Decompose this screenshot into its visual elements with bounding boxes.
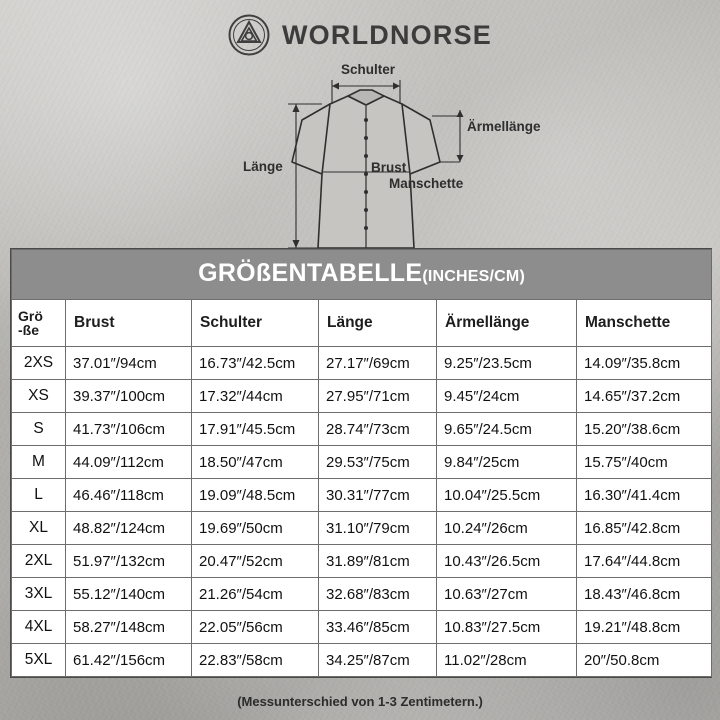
cell-chest: 51.97″/132cm [66,545,192,578]
cell-sleeve: 9.65″/24.5cm [437,413,577,446]
cell-length: 32.68″/83cm [319,578,437,611]
cell-chest: 37.01″/94cm [66,347,192,380]
table-title-row [12,250,712,300]
cell-sleeve: 10.24″/26cm [437,512,577,545]
cell-shoulder: 19.69″/50cm [192,512,319,545]
cell-sleeve: 10.83″/27.5cm [437,611,577,644]
garment-diagram [0,58,720,248]
header-size-line2: -ße [18,322,39,338]
cell-length: 33.46″/85cm [319,611,437,644]
cell-cuff: 19.21″/48.8cm [577,611,712,644]
diagram-label-length: Länge [243,159,283,174]
size-chart-table [10,248,712,678]
cell-shoulder: 19.09″/48.5cm [192,479,319,512]
table-row [12,446,712,479]
cell-length: 31.89″/81cm [319,545,437,578]
cell-length: 34.25″/87cm [319,644,437,677]
diagram-label-cuff: Manschette [389,176,464,191]
table-row [12,413,712,446]
diagram-label-chest: Brust [371,160,407,175]
norse-triangle-knot-icon [228,14,270,56]
cell-cuff: 20″/50.8cm [577,644,712,677]
cell-size: S [12,413,66,446]
cell-length: 29.53″/75cm [319,446,437,479]
cell-shoulder: 17.91″/45.5cm [192,413,319,446]
cell-cuff: 16.85″/42.8cm [577,512,712,545]
cell-sleeve: 9.25″/23.5cm [437,347,577,380]
cell-chest: 39.37″/100cm [66,380,192,413]
cell-length: 30.31″/77cm [319,479,437,512]
cell-cuff: 16.30″/41.4cm [577,479,712,512]
cell-chest: 61.42″/156cm [66,644,192,677]
header-sleeve: Ärmellänge [437,300,577,347]
jersey-illustration [0,58,720,248]
cell-shoulder: 16.73″/42.5cm [192,347,319,380]
cell-sleeve: 9.45″/24cm [437,380,577,413]
table-row [12,644,712,677]
header-chest: Brust [66,300,192,347]
cell-sleeve: 10.04″/25.5cm [437,479,577,512]
brand-header [0,14,720,56]
table-row [12,479,712,512]
table-title-cell [12,250,712,300]
cell-shoulder: 20.47″/52cm [192,545,319,578]
cell-length: 27.17″/69cm [319,347,437,380]
cell-size: XS [12,380,66,413]
cell-chest: 44.09″/112cm [66,446,192,479]
cell-length: 27.95″/71cm [319,380,437,413]
table-row [12,347,712,380]
cell-cuff: 14.65″/37.2cm [577,380,712,413]
measurement-footnote: (Messunterschied von 1-3 Zentimetern.) [237,694,483,709]
cell-chest: 41.73″/106cm [66,413,192,446]
cell-cuff: 14.09″/35.8cm [577,347,712,380]
cell-cuff: 17.64″/44.8cm [577,545,712,578]
cell-chest: 46.46″/118cm [66,479,192,512]
header-length: Länge [319,300,437,347]
cell-shoulder: 22.05″/56cm [192,611,319,644]
cell-size: 3XL [12,578,66,611]
cell-cuff: 18.43″/46.8cm [577,578,712,611]
cell-size: 2XL [12,545,66,578]
cell-chest: 48.82″/124cm [66,512,192,545]
cell-cuff: 15.75″/40cm [577,446,712,479]
table-title: GRÖßENTABELLE [198,259,423,287]
diagram-label-sleeve: Ärmellänge [467,119,541,134]
table-row [12,545,712,578]
cell-chest: 55.12″/140cm [66,578,192,611]
diagram-label-shoulder: Schulter [341,62,396,77]
table-row [12,512,712,545]
cell-sleeve: 10.43″/26.5cm [437,545,577,578]
table-title-units: (INCHES/CM) [422,268,525,285]
table-row [12,611,712,644]
cell-size: 2XS [12,347,66,380]
cell-size: L [12,479,66,512]
cell-shoulder: 22.83″/58cm [192,644,319,677]
cell-size: XL [12,512,66,545]
cell-size: 5XL [12,644,66,677]
header-shoulder: Schulter [192,300,319,347]
header-cuff: Manschette [577,300,712,347]
cell-sleeve: 11.02″/28cm [437,644,577,677]
cell-length: 31.10″/79cm [319,512,437,545]
table-header-row [12,300,712,347]
cell-chest: 58.27″/148cm [66,611,192,644]
brand-name: WORLDNORSE [282,19,492,50]
header-size [12,300,66,347]
cell-sleeve: 9.84″/25cm [437,446,577,479]
cell-shoulder: 17.32″/44cm [192,380,319,413]
cell-shoulder: 21.26″/54cm [192,578,319,611]
table-row [12,578,712,611]
cell-size: 4XL [12,611,66,644]
cell-size: M [12,446,66,479]
cell-cuff: 15.20″/38.6cm [577,413,712,446]
header-size-line1: Grö [18,308,43,324]
cell-shoulder: 18.50″/47cm [192,446,319,479]
table-row [12,380,712,413]
cell-length: 28.74″/73cm [319,413,437,446]
cell-sleeve: 10.63″/27cm [437,578,577,611]
